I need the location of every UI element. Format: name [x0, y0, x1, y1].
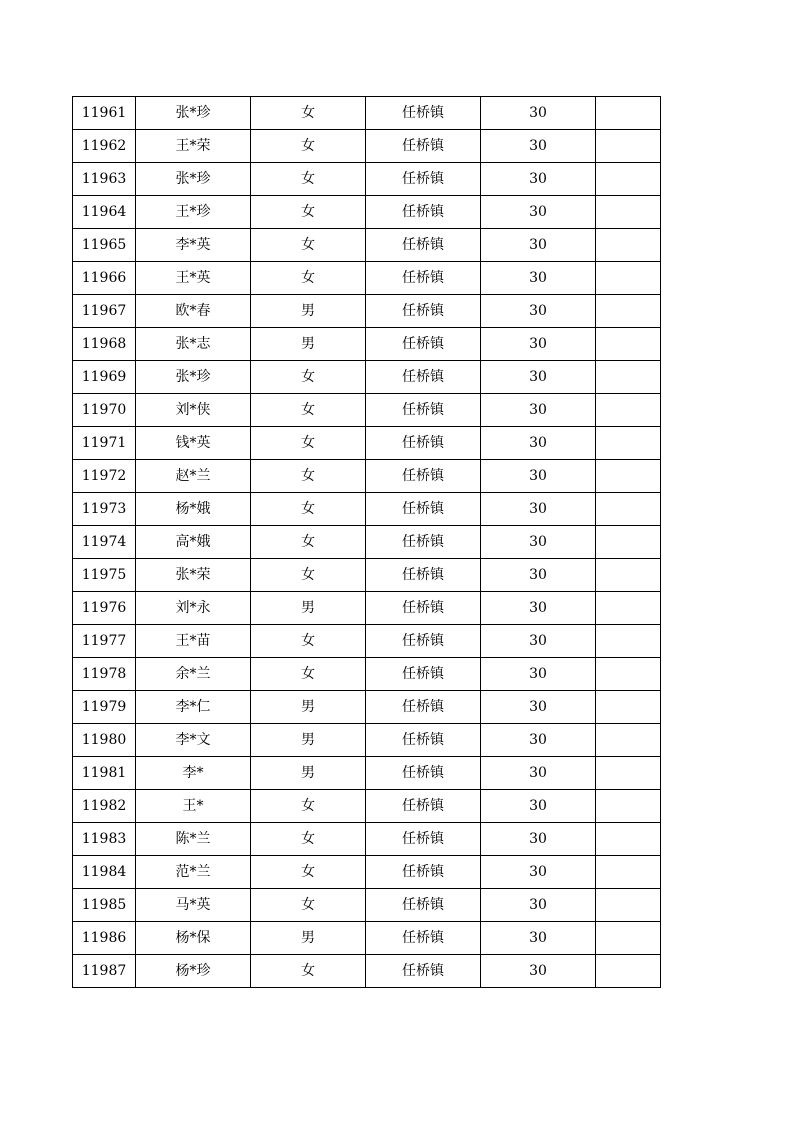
gender-cell: 男	[251, 295, 366, 328]
name-cell: 李*	[136, 757, 251, 790]
id-cell: 11980	[73, 724, 136, 757]
table-row	[73, 889, 661, 922]
id-cell: 11972	[73, 460, 136, 493]
table-row	[73, 97, 661, 130]
gender-cell: 男	[251, 691, 366, 724]
town-cell: 任桥镇	[366, 625, 481, 658]
note-cell	[596, 625, 661, 658]
table-row	[73, 658, 661, 691]
amount-cell: 30	[481, 658, 596, 691]
id-cell: 11964	[73, 196, 136, 229]
note-cell	[596, 196, 661, 229]
name-cell: 范*兰	[136, 856, 251, 889]
note-cell	[596, 658, 661, 691]
gender-cell: 女	[251, 427, 366, 460]
amount-cell: 30	[481, 130, 596, 163]
amount-cell: 30	[481, 625, 596, 658]
amount-cell: 30	[481, 196, 596, 229]
amount-cell: 30	[481, 460, 596, 493]
town-cell: 任桥镇	[366, 922, 481, 955]
town-cell: 任桥镇	[366, 163, 481, 196]
id-cell: 11973	[73, 493, 136, 526]
amount-cell: 30	[481, 295, 596, 328]
name-cell: 李*文	[136, 724, 251, 757]
amount-cell: 30	[481, 97, 596, 130]
id-cell: 11966	[73, 262, 136, 295]
gender-cell: 女	[251, 955, 366, 988]
table-row	[73, 592, 661, 625]
name-cell: 余*兰	[136, 658, 251, 691]
town-cell: 任桥镇	[366, 955, 481, 988]
id-cell: 11967	[73, 295, 136, 328]
name-cell: 杨*珍	[136, 955, 251, 988]
table-row	[73, 790, 661, 823]
gender-cell: 女	[251, 856, 366, 889]
id-cell: 11971	[73, 427, 136, 460]
town-cell: 任桥镇	[366, 592, 481, 625]
id-cell: 11979	[73, 691, 136, 724]
table-row	[73, 757, 661, 790]
gender-cell: 女	[251, 658, 366, 691]
name-cell: 杨*保	[136, 922, 251, 955]
id-cell: 11976	[73, 592, 136, 625]
town-cell: 任桥镇	[366, 724, 481, 757]
town-cell: 任桥镇	[366, 295, 481, 328]
gender-cell: 女	[251, 262, 366, 295]
name-cell: 王*珍	[136, 196, 251, 229]
gender-cell: 女	[251, 559, 366, 592]
table-row	[73, 295, 661, 328]
name-cell: 张*荣	[136, 559, 251, 592]
table-row	[73, 625, 661, 658]
note-cell	[596, 328, 661, 361]
table-row	[73, 427, 661, 460]
amount-cell: 30	[481, 229, 596, 262]
note-cell	[596, 295, 661, 328]
town-cell: 任桥镇	[366, 196, 481, 229]
note-cell	[596, 163, 661, 196]
name-cell: 刘*侠	[136, 394, 251, 427]
gender-cell: 女	[251, 163, 366, 196]
amount-cell: 30	[481, 757, 596, 790]
amount-cell: 30	[481, 361, 596, 394]
roster-table-container	[72, 96, 661, 988]
note-cell	[596, 361, 661, 394]
amount-cell: 30	[481, 427, 596, 460]
town-cell: 任桥镇	[366, 526, 481, 559]
id-cell: 11977	[73, 625, 136, 658]
amount-cell: 30	[481, 790, 596, 823]
table-row	[73, 493, 661, 526]
id-cell: 11981	[73, 757, 136, 790]
gender-cell: 女	[251, 229, 366, 262]
gender-cell: 女	[251, 790, 366, 823]
town-cell: 任桥镇	[366, 691, 481, 724]
id-cell: 11968	[73, 328, 136, 361]
id-cell: 11982	[73, 790, 136, 823]
id-cell: 11975	[73, 559, 136, 592]
gender-cell: 男	[251, 328, 366, 361]
amount-cell: 30	[481, 493, 596, 526]
gender-cell: 女	[251, 130, 366, 163]
note-cell	[596, 394, 661, 427]
table-row	[73, 361, 661, 394]
town-cell: 任桥镇	[366, 229, 481, 262]
table-row	[73, 328, 661, 361]
note-cell	[596, 823, 661, 856]
gender-cell: 女	[251, 823, 366, 856]
town-cell: 任桥镇	[366, 394, 481, 427]
id-cell: 11978	[73, 658, 136, 691]
town-cell: 任桥镇	[366, 757, 481, 790]
amount-cell: 30	[481, 592, 596, 625]
table-row	[73, 130, 661, 163]
note-cell	[596, 790, 661, 823]
table-row	[73, 196, 661, 229]
name-cell: 王*	[136, 790, 251, 823]
id-cell: 11961	[73, 97, 136, 130]
note-cell	[596, 427, 661, 460]
amount-cell: 30	[481, 856, 596, 889]
table-row	[73, 262, 661, 295]
name-cell: 刘*永	[136, 592, 251, 625]
note-cell	[596, 889, 661, 922]
amount-cell: 30	[481, 526, 596, 559]
id-cell: 11983	[73, 823, 136, 856]
amount-cell: 30	[481, 691, 596, 724]
table-row	[73, 559, 661, 592]
id-cell: 11970	[73, 394, 136, 427]
table-row	[73, 394, 661, 427]
note-cell	[596, 493, 661, 526]
note-cell	[596, 757, 661, 790]
note-cell	[596, 856, 661, 889]
amount-cell: 30	[481, 328, 596, 361]
note-cell	[596, 526, 661, 559]
id-cell: 11986	[73, 922, 136, 955]
gender-cell: 女	[251, 97, 366, 130]
name-cell: 王*荣	[136, 130, 251, 163]
table-row	[73, 856, 661, 889]
name-cell: 陈*兰	[136, 823, 251, 856]
gender-cell: 女	[251, 493, 366, 526]
town-cell: 任桥镇	[366, 130, 481, 163]
amount-cell: 30	[481, 262, 596, 295]
gender-cell: 男	[251, 757, 366, 790]
town-cell: 任桥镇	[366, 493, 481, 526]
amount-cell: 30	[481, 163, 596, 196]
table-row	[73, 691, 661, 724]
name-cell: 张*珍	[136, 163, 251, 196]
gender-cell: 女	[251, 889, 366, 922]
note-cell	[596, 97, 661, 130]
town-cell: 任桥镇	[366, 823, 481, 856]
name-cell: 高*娥	[136, 526, 251, 559]
id-cell: 11985	[73, 889, 136, 922]
note-cell	[596, 592, 661, 625]
table-row	[73, 823, 661, 856]
name-cell: 王*苗	[136, 625, 251, 658]
id-cell: 11969	[73, 361, 136, 394]
name-cell: 张*珍	[136, 361, 251, 394]
town-cell: 任桥镇	[366, 790, 481, 823]
id-cell: 11965	[73, 229, 136, 262]
id-cell: 11984	[73, 856, 136, 889]
roster-table-body	[73, 97, 661, 988]
amount-cell: 30	[481, 823, 596, 856]
amount-cell: 30	[481, 559, 596, 592]
name-cell: 马*英	[136, 889, 251, 922]
gender-cell: 女	[251, 625, 366, 658]
note-cell	[596, 262, 661, 295]
town-cell: 任桥镇	[366, 559, 481, 592]
gender-cell: 男	[251, 922, 366, 955]
amount-cell: 30	[481, 889, 596, 922]
town-cell: 任桥镇	[366, 889, 481, 922]
gender-cell: 女	[251, 394, 366, 427]
note-cell	[596, 130, 661, 163]
gender-cell: 女	[251, 526, 366, 559]
name-cell: 钱*英	[136, 427, 251, 460]
table-row	[73, 955, 661, 988]
amount-cell: 30	[481, 394, 596, 427]
name-cell: 张*珍	[136, 97, 251, 130]
table-row	[73, 724, 661, 757]
amount-cell: 30	[481, 955, 596, 988]
note-cell	[596, 922, 661, 955]
id-cell: 11974	[73, 526, 136, 559]
note-cell	[596, 460, 661, 493]
name-cell: 欧*春	[136, 295, 251, 328]
name-cell: 王*英	[136, 262, 251, 295]
gender-cell: 女	[251, 196, 366, 229]
id-cell: 11962	[73, 130, 136, 163]
id-cell: 11963	[73, 163, 136, 196]
name-cell: 李*英	[136, 229, 251, 262]
table-row	[73, 922, 661, 955]
town-cell: 任桥镇	[366, 427, 481, 460]
name-cell: 赵*兰	[136, 460, 251, 493]
note-cell	[596, 691, 661, 724]
gender-cell: 男	[251, 592, 366, 625]
table-row	[73, 526, 661, 559]
town-cell: 任桥镇	[366, 856, 481, 889]
name-cell: 杨*娥	[136, 493, 251, 526]
gender-cell: 女	[251, 460, 366, 493]
amount-cell: 30	[481, 724, 596, 757]
table-row	[73, 229, 661, 262]
table-row	[73, 163, 661, 196]
table-row	[73, 460, 661, 493]
town-cell: 任桥镇	[366, 658, 481, 691]
gender-cell: 男	[251, 724, 366, 757]
gender-cell: 女	[251, 361, 366, 394]
town-cell: 任桥镇	[366, 97, 481, 130]
town-cell: 任桥镇	[366, 361, 481, 394]
amount-cell: 30	[481, 922, 596, 955]
note-cell	[596, 229, 661, 262]
note-cell	[596, 724, 661, 757]
name-cell: 李*仁	[136, 691, 251, 724]
note-cell	[596, 955, 661, 988]
town-cell: 任桥镇	[366, 262, 481, 295]
name-cell: 张*志	[136, 328, 251, 361]
town-cell: 任桥镇	[366, 460, 481, 493]
note-cell	[596, 559, 661, 592]
id-cell: 11987	[73, 955, 136, 988]
town-cell: 任桥镇	[366, 328, 481, 361]
roster-table	[72, 96, 661, 988]
